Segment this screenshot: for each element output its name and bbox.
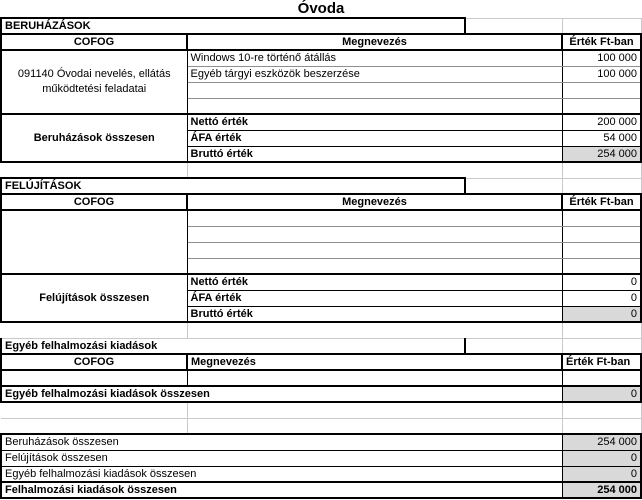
col-header-ertek: Érték Ft-ban [562, 354, 641, 370]
sheet-title: Óvoda [1, 0, 641, 18]
empty-cell [465, 18, 562, 34]
col-header-cofog: COFOG [1, 354, 187, 370]
total-row-value-highlight: 0 [562, 306, 641, 322]
col-header-cofog: COFOG [1, 194, 187, 210]
total-row-label: ÁFA érték [187, 130, 562, 146]
spacer-cell [1, 322, 187, 338]
total-row-label: Bruttó érték [187, 146, 562, 162]
spacer-cell [187, 418, 562, 434]
item-name-cell: Windows 10-re történő átállás [187, 50, 562, 66]
empty-cell [465, 178, 562, 194]
totals-label-cell: Felújítások összesen [1, 274, 187, 322]
summary-value: 254 000 [562, 434, 641, 450]
spacer-cell [1, 162, 187, 178]
summary-total-value: 254 000 [562, 482, 641, 498]
item-name-cell: Egyéb tárgyi eszközök beszerzése [187, 66, 562, 82]
totals-label-cell: Beruházások összesen [1, 114, 187, 162]
total-row-label: ÁFA érték [187, 290, 562, 306]
item-value-cell [562, 98, 641, 114]
total-row-value: 0 [562, 290, 641, 306]
total-row-value: 54 000 [562, 130, 641, 146]
summary-label: Felújítások összesen [1, 450, 562, 466]
item-value-cell [562, 226, 641, 242]
section-title-felujitasok: FELÚJÍTÁSOK [1, 178, 465, 194]
empty-cell [562, 18, 641, 34]
total-row-label: Bruttó érték [187, 306, 562, 322]
empty-cell [465, 338, 562, 354]
total-row-label: Nettó érték [187, 274, 562, 290]
spacer-cell [562, 322, 641, 338]
summary-label: Beruházások összesen [1, 434, 562, 450]
spacer-cell [187, 162, 562, 178]
item-name-cell [187, 258, 562, 274]
spacer-cell [187, 402, 562, 418]
item-name-cell [187, 210, 562, 226]
item-value-cell [562, 82, 641, 98]
spacer-cell [1, 418, 187, 434]
summary-total-label: Felhalmozási kiadások összesen [1, 482, 562, 498]
item-value-cell [562, 242, 641, 258]
item-name-cell [187, 242, 562, 258]
summary-value: 0 [562, 466, 641, 482]
col-header-megnevezes: Megnevezés [187, 194, 562, 210]
col-header-ertek: Érték Ft-ban [562, 34, 641, 50]
section-title-egyeb: Egyéb felhalmozási kiadások [1, 338, 465, 354]
item-value-cell [562, 370, 641, 386]
item-name-cell [187, 370, 562, 386]
empty-cell [562, 178, 641, 194]
item-name-cell [187, 226, 562, 242]
total-row-value-highlight: 254 000 [562, 146, 641, 162]
spacer-cell [562, 418, 641, 434]
spacer-cell [187, 322, 562, 338]
empty-cell [562, 338, 641, 354]
spacer-cell [562, 402, 641, 418]
cofog-code-cell [1, 210, 187, 274]
spacer-cell [1, 402, 187, 418]
egyeb-osszesen-value: 0 [562, 386, 641, 402]
egyeb-osszesen-label: Egyéb felhalmozási kiadások összesen [1, 386, 562, 402]
summary-label: Egyéb felhalmozási kiadások összesen [1, 466, 562, 482]
item-name-cell [187, 98, 562, 114]
item-value-cell: 100 000 [562, 50, 641, 66]
item-value-cell [562, 258, 641, 274]
item-value-cell: 100 000 [562, 66, 641, 82]
item-name-cell [187, 82, 562, 98]
spacer-cell [562, 162, 641, 178]
col-header-megnevezes: Megnevezés [187, 354, 562, 370]
summary-value: 0 [562, 450, 641, 466]
total-row-label: Nettó érték [187, 114, 562, 130]
section-title-beruhazasok: BERUHÁZÁSOK [1, 18, 465, 34]
cofog-code-cell [1, 370, 187, 386]
col-header-ertek: Érték Ft-ban [562, 194, 641, 210]
total-row-value: 0 [562, 274, 641, 290]
cofog-code-cell: 091140 Óvodai nevelés, ellátás működtetési feladatai [1, 50, 187, 114]
col-header-megnevezes: Megnevezés [187, 34, 562, 50]
item-value-cell [562, 210, 641, 226]
col-header-cofog: COFOG [1, 34, 187, 50]
total-row-value: 200 000 [562, 114, 641, 130]
